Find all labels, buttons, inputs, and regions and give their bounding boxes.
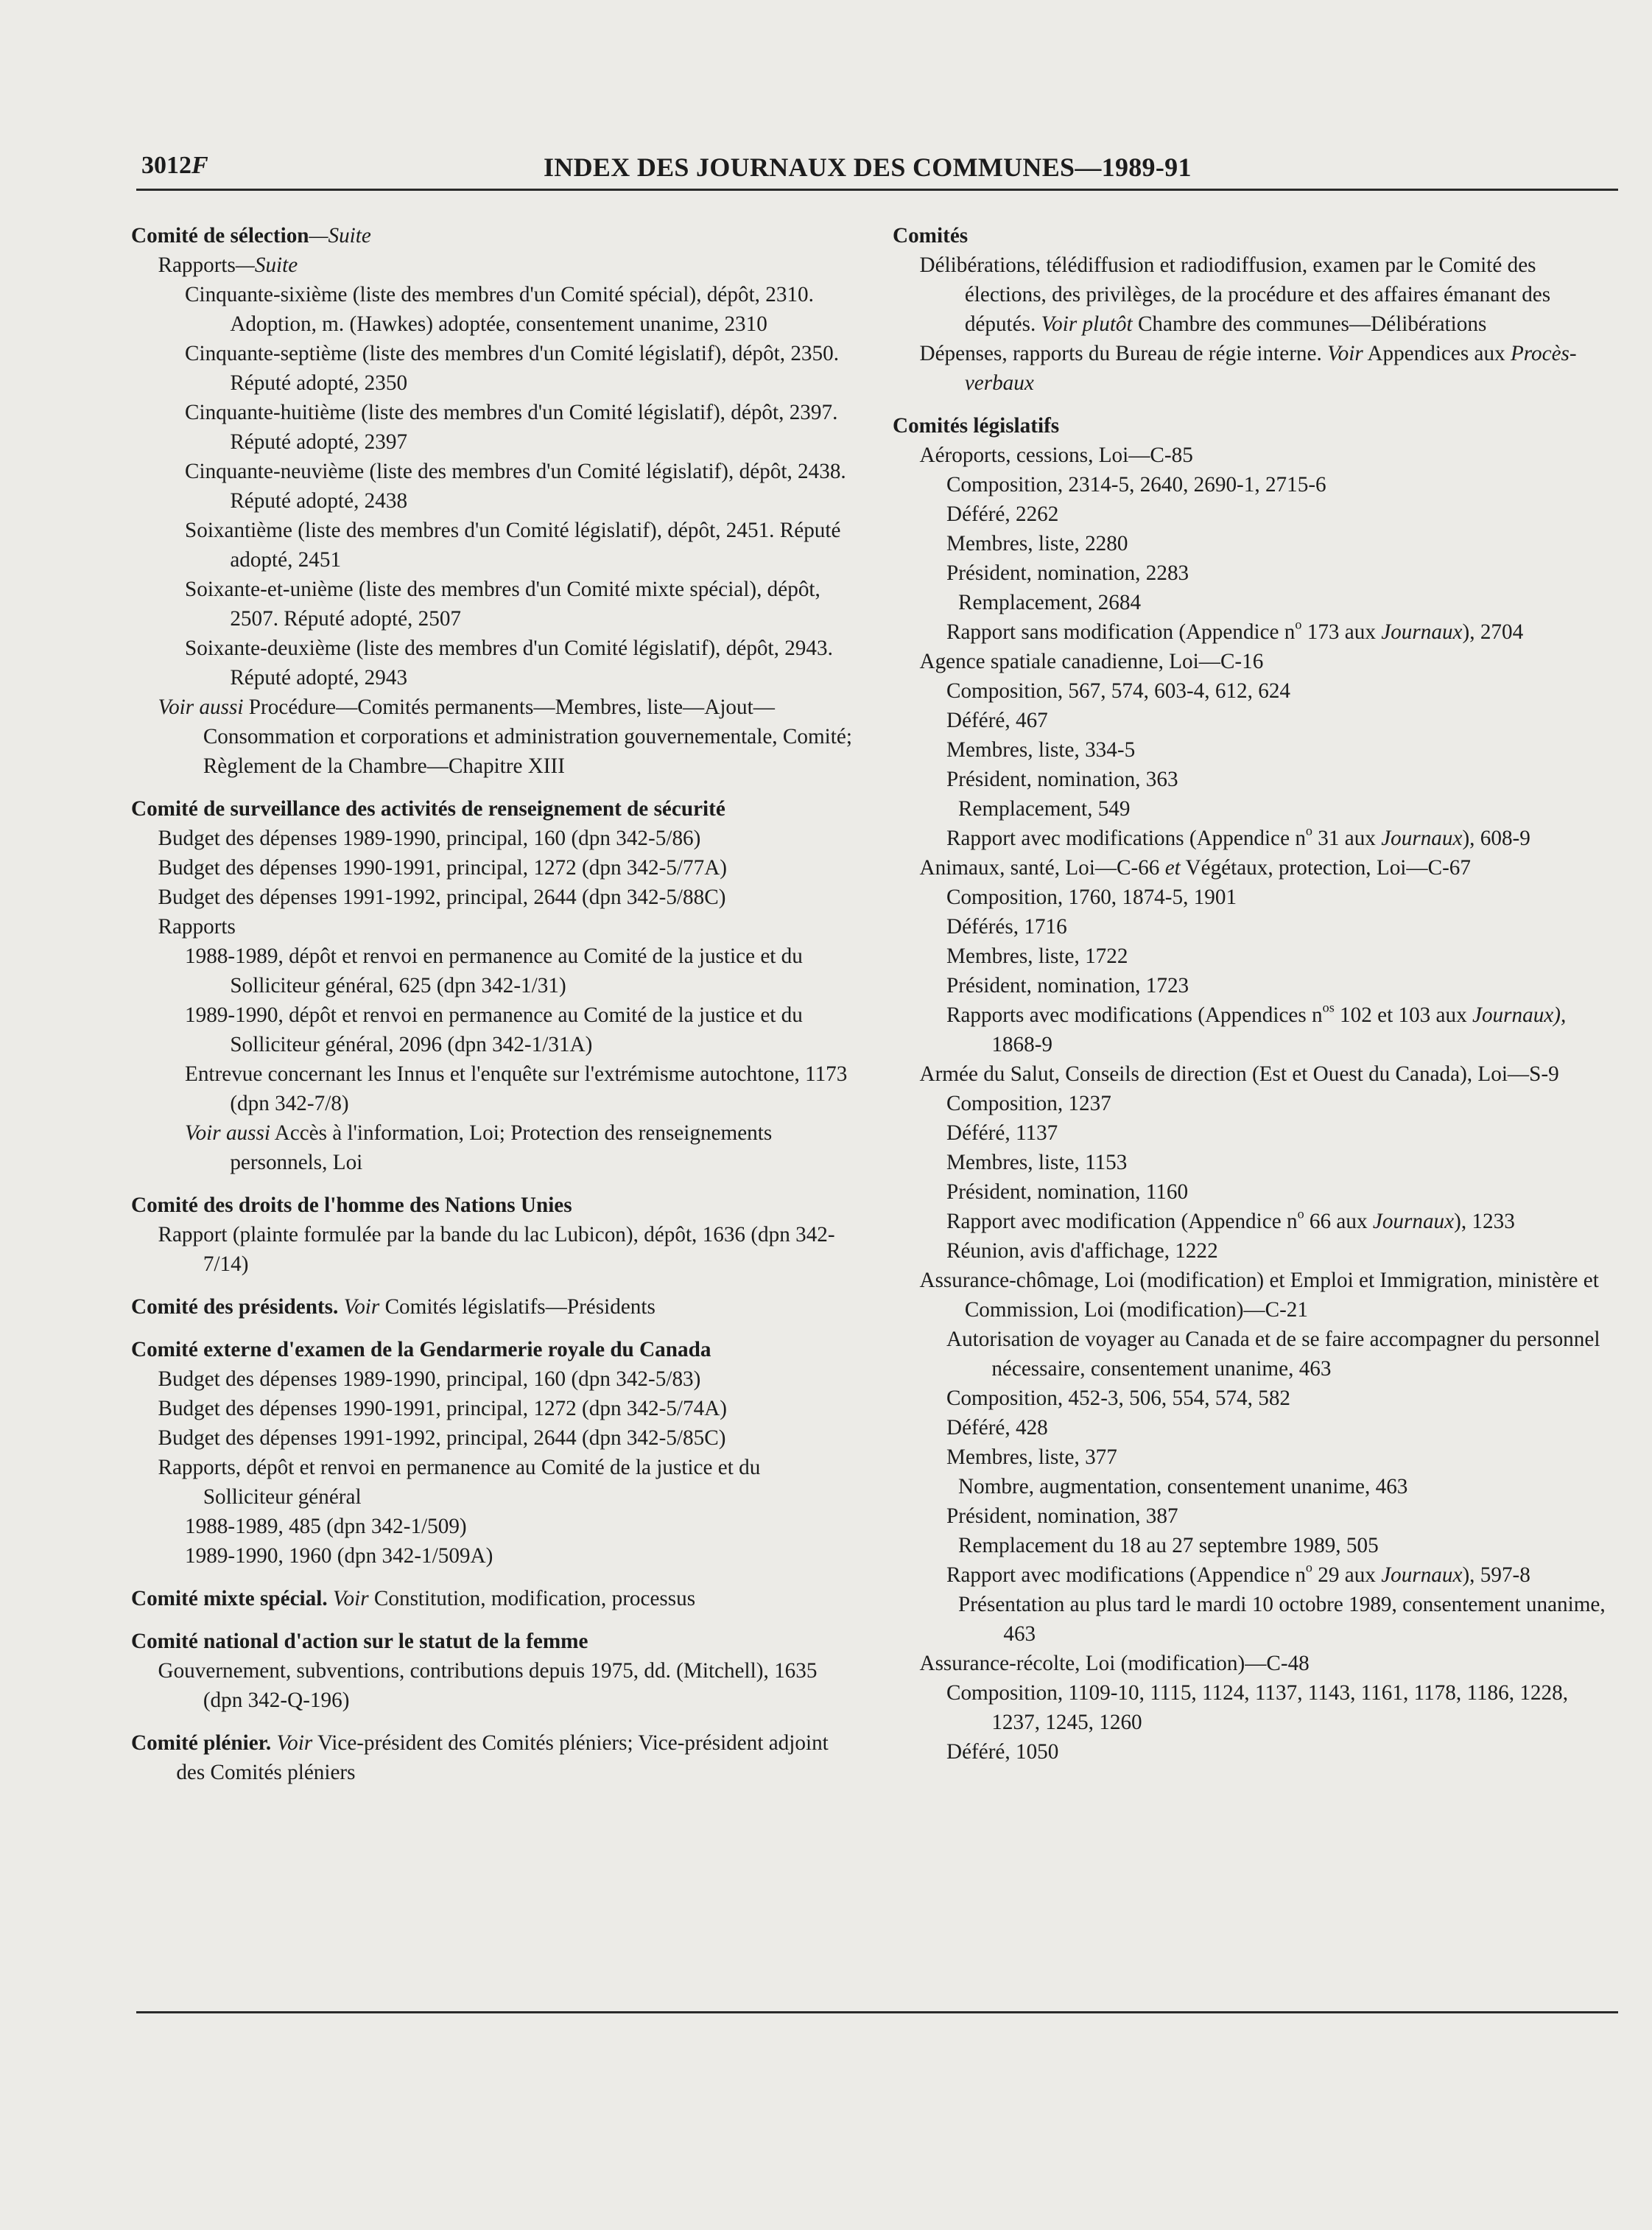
- subentry: Déférés, 1716: [946, 915, 1067, 939]
- bill-assurance-chomage: Assurance-chômage, Loi (modification) et Emploi et Immigration, ministère et Commission, Loi (modification)—C-21: [919, 1269, 1599, 1322]
- subentry: Composition, 1109-10, 1115, 1124, 1137, 1143, 1161, 1178, 1186, 1228, 1237, 1245, 1260: [946, 1681, 1568, 1734]
- subentry: 1988-1989, 485 (dpn 342-1/509): [185, 1515, 467, 1538]
- subentry: Présentation au plus tard le mardi 10 octobre 1989, consentement unanime, 463: [958, 1593, 1606, 1646]
- subentry: Président, nomination, 387: [946, 1504, 1178, 1528]
- subentry: Membres, liste, 334-5: [946, 738, 1136, 762]
- subentry: 1989-1990, 1960 (dpn 342-1/509A): [185, 1544, 493, 1568]
- subentry: Entrevue concernant les Innus et l'enquête sur l'extrémisme autochtone, 1173 (dpn 342-7/8): [185, 1062, 848, 1115]
- top-rule: [136, 189, 1618, 191]
- subentry: Président, nomination, 1723: [946, 974, 1189, 997]
- subentry: Rapport avec modifications (Appendice $n^o$ 29 aux Journaux), 597-8: [946, 1560, 1530, 1587]
- entry-comites: Comités: [893, 224, 969, 248]
- subentry: 1988-1989, dépôt et renvoi en permanence au Comité de la justice et du Solliciteur général, 625 (dpn 342-1/31): [185, 944, 803, 997]
- bottom-rule: [136, 2011, 1618, 2013]
- subentry: Budget des dépenses 1990-1991, principal, 1272 (dpn 342-5/77A): [158, 856, 728, 880]
- subentry: Membres, liste, 2280: [946, 532, 1128, 555]
- subentry-rapport: Soixantième (liste des membres d'un Comité législatif), dépôt, 2451. Réputé adopté, 2451: [185, 519, 841, 572]
- subentry: Rapports, dépôt et renvoi en permanence au Comité de la justice et du Solliciteur général: [158, 1456, 761, 1509]
- subentry: Composition, 452-3, 506, 554, 574, 582: [946, 1386, 1291, 1410]
- bill-animaux-sante: Animaux, santé, Loi—C-66 et Végétaux, protection, Loi—C-67: [919, 856, 1471, 880]
- entry-comite-presidents: Comité des présidents. Voir Comités législatifs—Présidents: [131, 1295, 655, 1319]
- subentry: Rapport sans modification (Appendice $n^o$ 173 aux Journaux), 2704: [946, 617, 1524, 644]
- subentry: Réunion, avis d'affichage, 1222: [946, 1239, 1218, 1263]
- subentry: Déféré, 1137: [946, 1121, 1058, 1145]
- bill-assurance-recolte: Assurance-récolte, Loi (modification)—C-48: [919, 1652, 1310, 1675]
- subentry: Gouvernement, subventions, contributions depuis 1975, dd. (Mitchell), 1635 (dpn 342-Q-196): [158, 1659, 818, 1712]
- subentry: Délibérations, télédiffusion et radiodiffusion, examen par le Comité des élections, des privilèges, de la procédure et des affaires émanant des députés. Voir plutôt Chambre des communes—Délibérations: [919, 253, 1551, 336]
- subentry-rapport: Soixante-et-unième (liste des membres d'un Comité mixte spécial), dépôt, 2507. Réputé adopté, 2507: [185, 578, 820, 631]
- subentry: Composition, 1237: [946, 1092, 1111, 1115]
- subentry: Budget des dépenses 1991-1992, principal, 2644 (dpn 342-5/85C): [158, 1426, 726, 1450]
- subentry: Déféré, 1050: [946, 1740, 1059, 1764]
- subentry: Déféré, 428: [946, 1416, 1048, 1440]
- subentry: Dépenses, rapports du Bureau de régie interne. Voir Appendices aux Procès-verbaux: [919, 342, 1577, 395]
- subentry: Déféré, 467: [946, 709, 1048, 732]
- subentry: Budget des dépenses 1989-1990, principal, 160 (dpn 342-5/83): [158, 1367, 701, 1391]
- entry-comite-droits-homme: Comité des droits de l'homme des Nations Unies: [131, 1193, 572, 1217]
- subentry: Autorisation de voyager au Canada et de se faire accompagner du personnel nécessaire, consentement unanime, 463: [946, 1328, 1600, 1381]
- entry-comite-mixte-special: Comité mixte spécial. Voir Constitution, modification, processus: [131, 1587, 696, 1610]
- subentry: 1989-1990, dépôt et renvoi en permanence au Comité de la justice et du Solliciteur général, 2096 (dpn 342-1/31A): [185, 1003, 803, 1056]
- subentry: Membres, liste, 1153: [946, 1151, 1128, 1174]
- cross-reference: Voir aussi Procédure—Comités permanents—Membres, liste—Ajout—Consommation et corporations et administration gouvernementale, Comité; Règlement de la Chambre—Chapitre XIII: [158, 695, 852, 778]
- subentry-rapport: Cinquante-septième (liste des membres d'un Comité législatif), dépôt, 2350. Réputé adopté, 2350: [185, 342, 839, 395]
- right-column: [893, 221, 1614, 1767]
- subentry: Composition, 1760, 1874-5, 1901: [946, 886, 1237, 909]
- subentry-rapports: Rapports—Suite: [158, 253, 298, 277]
- bill-armee-du-salut: Armée du Salut, Conseils de direction (Est et Ouest du Canada), Loi—S-9: [919, 1062, 1559, 1086]
- subentry: Déféré, 2262: [946, 502, 1059, 526]
- subentry: Rapport avec modification (Appendice $n^o$ 66 aux Journaux), 1233: [946, 1206, 1515, 1233]
- subentry: Rapport (plainte formulée par la bande du lac Lubicon), dépôt, 1636 (dpn 342-7/14): [158, 1223, 835, 1276]
- subentry-rapport: Cinquante-huitième (liste des membres d'un Comité législatif), dépôt, 2397. Réputé adopté, 2397: [185, 401, 838, 454]
- subentry-rapport: Soixante-deuxième (liste des membres d'un Comité législatif), dépôt, 2943. Réputé adopté, 2943: [185, 637, 833, 690]
- page-number: 3012F: [141, 152, 208, 179]
- subentry: Composition, 2314-5, 2640, 2690-1, 2715-6: [946, 473, 1326, 497]
- subentry: Remplacement, 2684: [958, 591, 1142, 614]
- subentry: Remplacement, 549: [958, 797, 1131, 821]
- running-head: INDEX DES JOURNAUX DES COMMUNES—1989-91: [544, 152, 1192, 182]
- subentry-rapport: Cinquante-sixième (liste des membres d'un Comité spécial), dépôt, 2310. Adoption, m. (Hawkes) adoptée, consentement unanime, 2310: [185, 283, 814, 336]
- subentry: Membres, liste, 377: [946, 1445, 1117, 1469]
- entry-comites-legislatifs: Comités législatifs: [893, 414, 1060, 438]
- subentry: Budget des dépenses 1991-1992, principal, 2644 (dpn 342-5/88C): [158, 886, 726, 909]
- subentry: Président, nomination, 363: [946, 768, 1178, 791]
- bill-aeroports: Aéroports, cessions, Loi—C-85: [919, 443, 1193, 467]
- bill-agence-spatiale: Agence spatiale canadienne, Loi—C-16: [919, 650, 1264, 673]
- subentry: Budget des dépenses 1989-1990, principal, 160 (dpn 342-5/86): [158, 827, 701, 850]
- subentry: Budget des dépenses 1990-1991, principal, 1272 (dpn 342-5/74A): [158, 1397, 728, 1420]
- entry-comite-externe-grc: Comité externe d'examen de la Gendarmerie royale du Canada: [131, 1338, 711, 1361]
- subentry: Composition, 567, 574, 603-4, 612, 624: [946, 679, 1291, 703]
- entry-comite-national-femme: Comité national d'action sur le statut de la femme: [131, 1630, 588, 1653]
- subentry-rapport: Cinquante-neuvième (liste des membres d'un Comité législatif), dépôt, 2438. Réputé adopté, 2438: [185, 460, 846, 513]
- subentry: Remplacement du 18 au 27 septembre 1989, 505: [958, 1534, 1379, 1557]
- subentry: Président, nomination, 2283: [946, 561, 1189, 585]
- left-column: [131, 221, 853, 1787]
- entry-comite-surveillance: Comité de surveillance des activités de renseignement de sécurité: [131, 797, 725, 821]
- subentry: Rapport avec modifications (Appendice $n^o$ 31 aux Journaux), 608-9: [946, 823, 1530, 850]
- subentry: Rapports avec modifications (Appendices $n^{os}$ 102 et 103 aux Journaux), 1868-9: [946, 1000, 1567, 1056]
- subentry-rapports: Rapports: [158, 915, 236, 939]
- subentry: Président, nomination, 1160: [946, 1180, 1189, 1204]
- cross-reference: Voir aussi Accès à l'information, Loi; Protection des renseignements personnels, Loi: [185, 1121, 773, 1174]
- entry-comite-selection: Comité de sélection—Suite: [131, 224, 371, 248]
- subentry: Membres, liste, 1722: [946, 944, 1128, 968]
- subentry: Nombre, augmentation, consentement unanime, 463: [958, 1475, 1408, 1498]
- entry-comite-plenier: Comité plénier. Voir Vice-président des Comités pléniers; Vice-président adjoint des Comités pléniers: [131, 1731, 829, 1784]
